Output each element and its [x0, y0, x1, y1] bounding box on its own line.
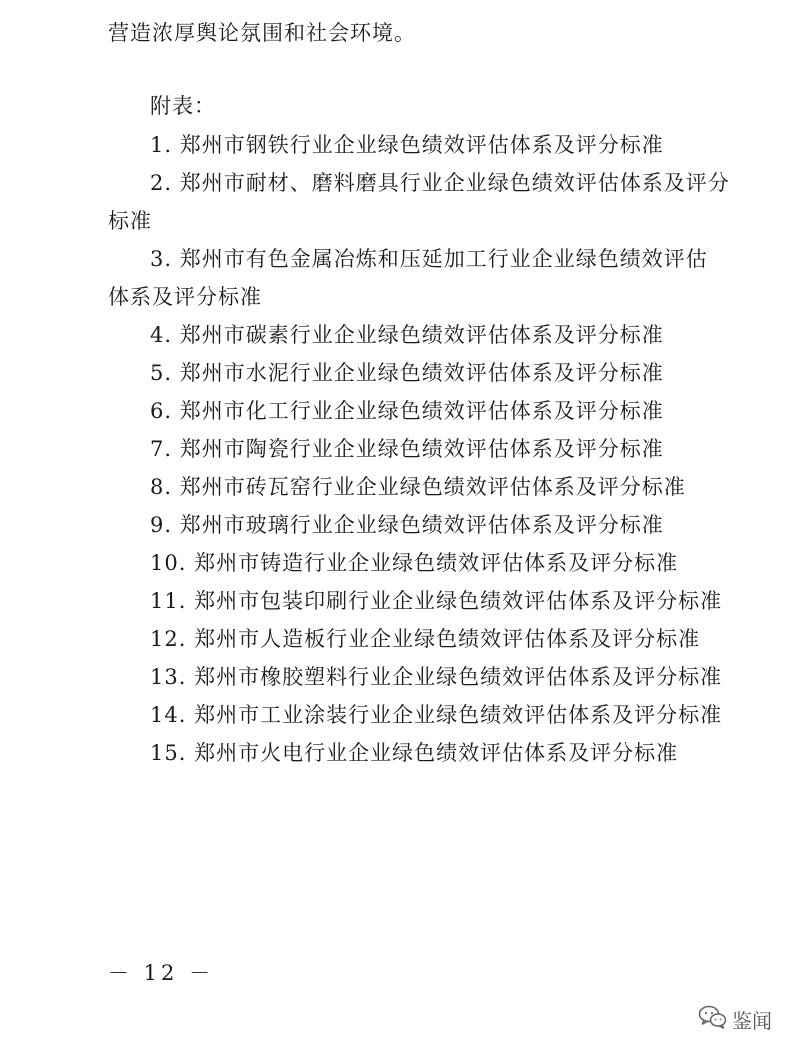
- attachments-heading: 附表：: [150, 94, 216, 118]
- attachment-item-3-continued: 体系及评分标准: [108, 285, 262, 309]
- attachment-item-2: 2. 郑州市耐材、磨料磨具行业企业绿色绩效评估体系及评分: [150, 171, 730, 195]
- attachment-item-8: 8. 郑州市砖瓦窑行业企业绿色绩效评估体系及评分标准: [150, 475, 686, 499]
- attachment-item-11: 11. 郑州市包装印刷行业企业绿色绩效评估体系及评分标准: [150, 589, 723, 613]
- watermark: [698, 1004, 772, 1035]
- attachment-item-1: 1. 郑州市钢铁行业企业绿色绩效评估体系及评分标准: [150, 133, 664, 157]
- page-number: － 12 －: [108, 961, 215, 985]
- intro-tail-text: 营造浓厚舆论氛围和社会环境。: [108, 21, 416, 45]
- attachment-item-13: 13. 郑州市橡胶塑料行业企业绿色绩效评估体系及评分标准: [150, 665, 723, 689]
- attachment-item-3: 3. 郑州市有色金属冶炼和压延加工行业企业绿色绩效评估: [150, 247, 708, 271]
- attachment-item-4: 4. 郑州市碳素行业企业绿色绩效评估体系及评分标准: [150, 323, 664, 347]
- attachment-item-2-continued: 标准: [108, 209, 152, 233]
- attachment-item-12: 12. 郑州市人造板行业企业绿色绩效评估体系及评分标准: [150, 627, 701, 651]
- attachment-item-5: 5. 郑州市水泥行业企业绿色绩效评估体系及评分标准: [150, 361, 664, 385]
- attachment-item-10: 10. 郑州市铸造行业企业绿色绩效评估体系及评分标准: [150, 551, 679, 575]
- attachment-item-15: 15. 郑州市火电行业企业绿色绩效评估体系及评分标准: [150, 741, 679, 765]
- watermark-label: 鉴闻: [732, 1009, 772, 1033]
- attachment-item-9: 9. 郑州市玻璃行业企业绿色绩效评估体系及评分标准: [150, 513, 664, 537]
- attachment-item-14: 14. 郑州市工业涂装行业企业绿色绩效评估体系及评分标准: [150, 703, 723, 727]
- wechat-icon: [698, 1004, 728, 1035]
- attachment-item-7: 7. 郑州市陶瓷行业企业绿色绩效评估体系及评分标准: [150, 437, 664, 461]
- attachment-item-6: 6. 郑州市化工行业企业绿色绩效评估体系及评分标准: [150, 399, 664, 423]
